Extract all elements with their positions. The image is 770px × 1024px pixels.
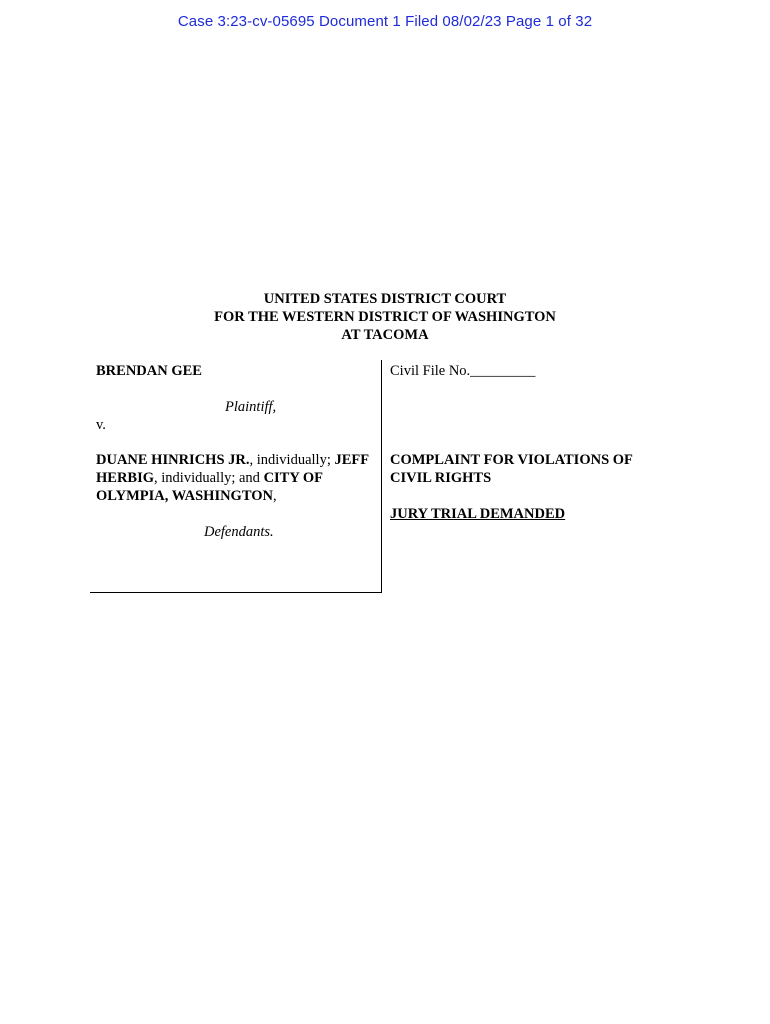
- defendant-name: CITY OF OLYMPIA, WASHINGTON: [96, 470, 323, 504]
- jury-demand: JURY TRIAL DEMANDED: [390, 506, 566, 522]
- complaint-title: COMPLAINT FOR VIOLATIONS OF CIVIL RIGHTS: [390, 452, 633, 486]
- defendants-role: Defendants.: [204, 524, 274, 540]
- defendant-capacity: , individually; and: [154, 470, 264, 486]
- court-heading: [0, 290, 770, 344]
- plaintiff-name: BRENDAN GEE: [96, 363, 202, 379]
- defendant-name: JEFF HERBIG: [96, 452, 369, 486]
- defendant-capacity: ,: [273, 488, 277, 504]
- court-name-line: UNITED STATES DISTRICT COURT: [263, 291, 507, 307]
- defendant-name: DUANE HINRICHS JR.: [96, 452, 250, 468]
- court-filing-stamp: Case 3:23-cv-05695 Document 1 Filed 08/02/23 Page 1 of 32: [177, 13, 593, 30]
- plaintiff-role: Plaintiff,: [225, 399, 277, 415]
- court-division-line: AT TACOMA: [341, 327, 429, 343]
- case-caption-parties: [90, 360, 382, 593]
- defendant-capacity: , individually;: [249, 452, 331, 468]
- civil-file-number: Civil File No._________: [390, 363, 536, 379]
- versus-label: v.: [96, 417, 106, 433]
- court-district-line: FOR THE WESTERN DISTRICT OF WASHINGTON: [214, 309, 556, 325]
- defendants-list: [96, 451, 378, 505]
